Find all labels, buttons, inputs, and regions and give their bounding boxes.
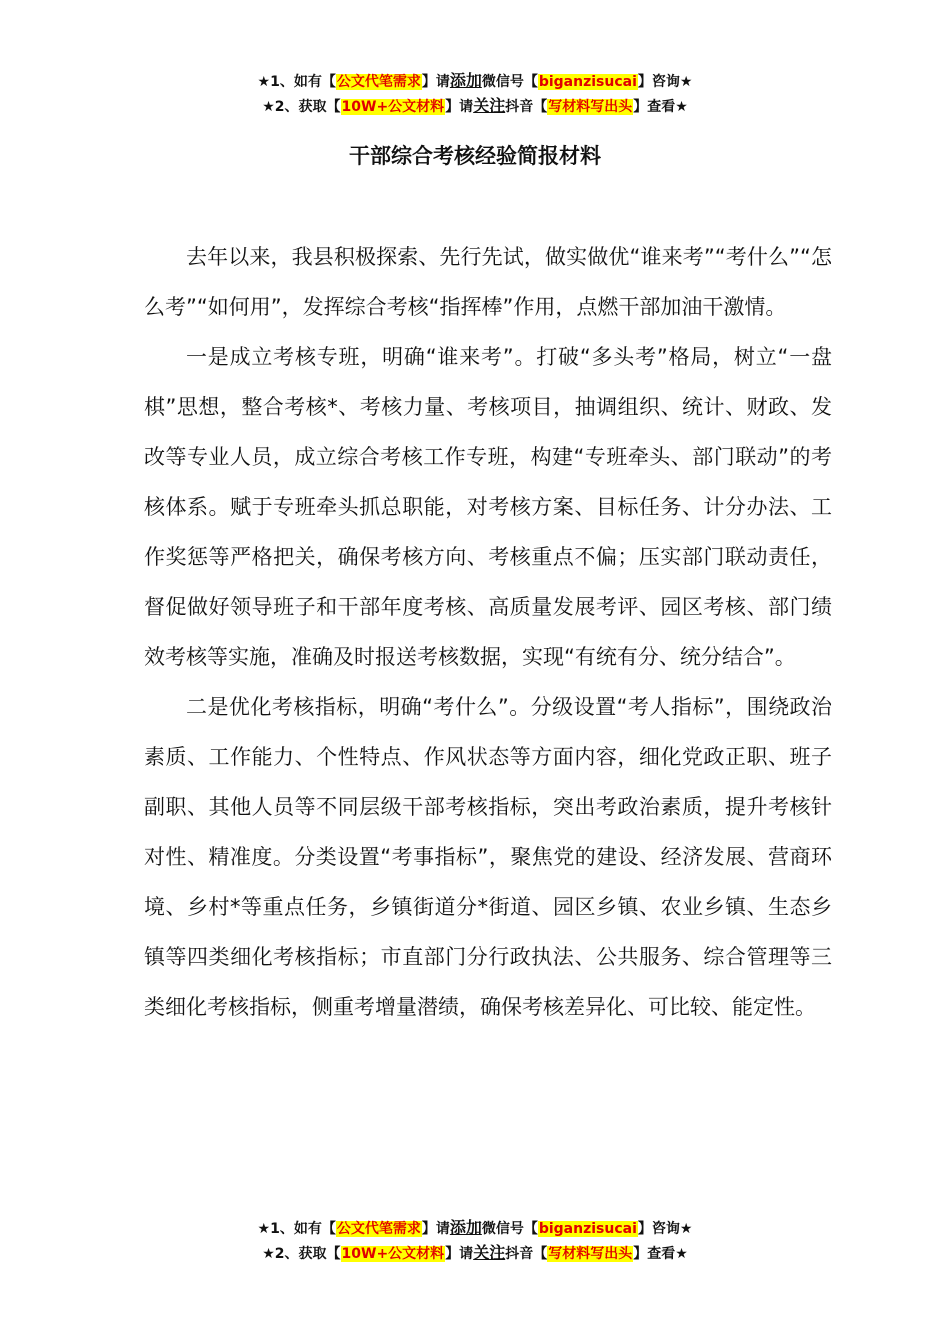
banner-line-2 [0,94,950,119]
banner-highlight: 10W+公文材料 [341,99,445,115]
banner-text: 微信号【 [481,1221,538,1237]
banner-text: 】请 [421,74,450,90]
banner-text: 】咨询★ [637,1221,693,1237]
document-body [144,232,832,1032]
paragraph-section-1: 一是成立考核专班，明确“谁来考”。打破“多头考”格局，树立“一盘棋”思想，整合考核*、考核力量、考核项目，抽调组织、统计、财政、发改等专业人员，成立综合考核工作专班，构建“专班牵头、部门联动”的考核体系。赋于专班牵头抓总职能，对考核方案、目标任务、计分办法、工作奖惩等严格把关，确保考核方向、考核重点不偏；压实部门联动责任，督促做好领导班子和干部年度考核、高质量发展考评、园区考核、部门绩效考核等实施，准确及时报送考核数据，实现“有统有分、统分结合”。 [144,345,832,669]
banner-highlight: 公文代笔需求 [336,1221,421,1237]
banner-highlight: 10W+公文材料 [341,1246,445,1262]
banner-text: 抖音【 [505,99,548,115]
banner-text: 】请 [445,99,474,115]
banner-text: ★1、如有【 [257,74,336,90]
document-title: 干部综合考核经验简报材料 [349,144,601,168]
banner-text: 】请 [421,1221,450,1237]
banner-text: 】咨询★ [637,74,693,90]
banner-text: 】查看★ [633,1246,688,1262]
header-banner [0,69,950,119]
paragraph-intro: 去年以来，我县积极探索、先行先试，做实做优“谁来考”“考什么”“怎么考”“如何用”，发挥综合考核“指挥棒”作用，点燃干部加油干激情。 [144,245,832,319]
paragraph-section-2: 二是优化考核指标，明确“考什么”。分级设置“考人指标”，围绕政治素质、工作能力、个性特点、作风状态等方面内容，细化党政正职、班子副职、其他人员等不同层级干部考核指标，突出考政治素质，提升考核针对性、精准度。分类设置“考事指标”，聚焦党的建设、经济发展、营商环境、乡村*等重点任务，乡镇街道分*街道、园区乡镇、农业乡镇、生态乡镇等四类细化考核指标；市直部门分行政执法、公共服务、综合管理等三类细化考核指标，侧重考增量潜绩，确保考核差异化、可比较、能定性。 [144,695,832,1019]
banner-text: 抖音【 [505,1246,548,1262]
banner-highlight-wechat: biganzisucai [538,74,637,90]
banner-emphasis: 添加 [449,71,482,90]
banner-text: ★2、获取【 [262,1246,341,1262]
banner-highlight-wechat: biganzisucai [538,1221,637,1237]
banner-highlight: 公文代笔需求 [336,74,421,90]
banner-line-2 [0,1241,950,1266]
banner-emphasis: 关注 [473,96,506,115]
banner-highlight-douyin: 写材料写出头 [548,99,633,115]
banner-highlight-douyin: 写材料写出头 [548,1246,633,1262]
banner-text: ★2、获取【 [262,99,341,115]
banner-text: 微信号【 [481,74,538,90]
banner-text: 】查看★ [633,99,688,115]
footer-banner [0,1216,950,1266]
banner-text: ★1、如有【 [257,1221,336,1237]
banner-line-1 [0,1216,950,1241]
banner-emphasis: 关注 [473,1243,506,1262]
banner-emphasis: 添加 [449,1218,482,1237]
banner-line-1 [0,69,950,94]
banner-text: 】请 [445,1246,474,1262]
